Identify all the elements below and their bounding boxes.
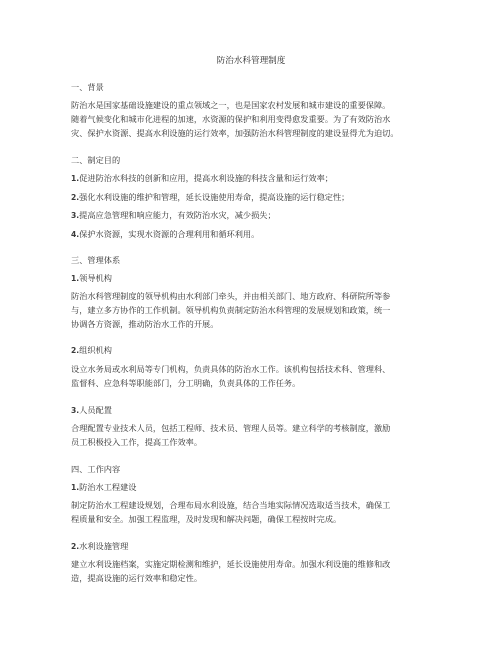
subsection-title: 水利设施管理 [79, 541, 129, 551]
subsection-title: 组织机构 [79, 345, 112, 355]
section-heading-purpose: 二、制定目的 [71, 155, 121, 165]
paragraph-line: 合理配置专业技术人员，包括工程师、技术员、管理人员等。建立科学的考核制度，激励 [71, 423, 391, 433]
subsection-number: 2. [71, 346, 80, 355]
paragraph-line: 防治水是国家基础设施建设的重点领域之一，也是国家农村发展和城市建设的重要保障。 [71, 100, 391, 110]
paragraph-line: 与，建立多方协作的工作机制。领导机构负责制定防治水科管理的发展规划和政策，统一 [71, 305, 391, 315]
subsection-number: 1. [71, 483, 80, 492]
subsection-number: 3. [71, 406, 80, 415]
paragraph-line: 协调各方资源，推动防治水工作的开展。 [71, 319, 219, 329]
list-item [71, 192, 349, 203]
list-item-number: 3. [71, 211, 80, 220]
list-item-number: 4. [71, 230, 80, 239]
section-heading-management-system: 三、管理体系 [71, 255, 121, 265]
subsection-number: 1. [71, 274, 80, 283]
list-item [71, 229, 259, 240]
list-item-number: 2. [71, 193, 80, 202]
paragraph-line: 设立水务局或水利局等专门机构，负责具体的防治水工作。该机构包括技术科、管理科、 [71, 364, 391, 374]
paragraph-line: 员工积极投入工作，提高工作效率。 [71, 437, 203, 447]
paragraph-line: 造，提高设施的运行效率和稳定性。 [71, 573, 203, 583]
paragraph-line: 防治水科管理制度的领导机构由水利部门牵头，并由相关部门、地方政府、科研院所等参 [71, 291, 391, 301]
paragraph-line: 制定防治水工程建设规划，合理布局水利设施，结合当地实际情况选取适当技术，确保工 [71, 500, 391, 510]
subsection-heading [71, 405, 112, 416]
paragraph-line: 程质量和安全。加强工程监理，及时发现和解决问题，确保工程按时完成。 [71, 514, 342, 524]
list-item [71, 210, 276, 221]
paragraph-line: 随着气候变化和城市化进程的加速，水资源的保护和利用变得愈发重要。为了有效防治水 [71, 114, 391, 124]
subsection-heading [71, 482, 137, 493]
paragraph-line: 灾、保护水资源、提高水利设施的运行效率，加强防治水科管理制度的建设显得尤为迫切。 [71, 128, 399, 138]
list-item-text: 保护水资源，实现水资源的合理利用和循环利用。 [79, 229, 260, 239]
subsection-heading [71, 541, 128, 552]
list-item-text: 促进防治水科技的创新和应用，提高水利设施的科技含量和运行效率； [79, 173, 333, 183]
list-item-number: 1. [71, 174, 80, 183]
list-item-text: 强化水利设施的维护和管理，延长设施使用寿命，提高设施的运行稳定性； [79, 192, 350, 202]
list-item-text: 提高应急管理和响应能力，有效防治水灾，减少损失； [79, 210, 276, 220]
paragraph-line: 建立水利设施档案，实施定期检测和维护，延长设施使用寿命。加强水利设施的维修和改 [71, 559, 391, 569]
subsection-title: 防治水工程建设 [79, 482, 137, 492]
subsection-heading [71, 345, 112, 356]
subsection-title: 人员配置 [79, 405, 112, 415]
document-title: 防治水科管理制度 [216, 56, 286, 66]
subsection-title: 领导机构 [79, 273, 112, 283]
section-heading-work-content: 四、工作内容 [71, 464, 121, 474]
list-item [71, 173, 333, 184]
paragraph-line: 监督科、应急科等职能部门，分工明确，负责具体的工作任务。 [71, 378, 301, 388]
subsection-heading [71, 273, 112, 284]
section-heading-background: 一、背景 [71, 82, 104, 92]
subsection-number: 2. [71, 542, 80, 551]
